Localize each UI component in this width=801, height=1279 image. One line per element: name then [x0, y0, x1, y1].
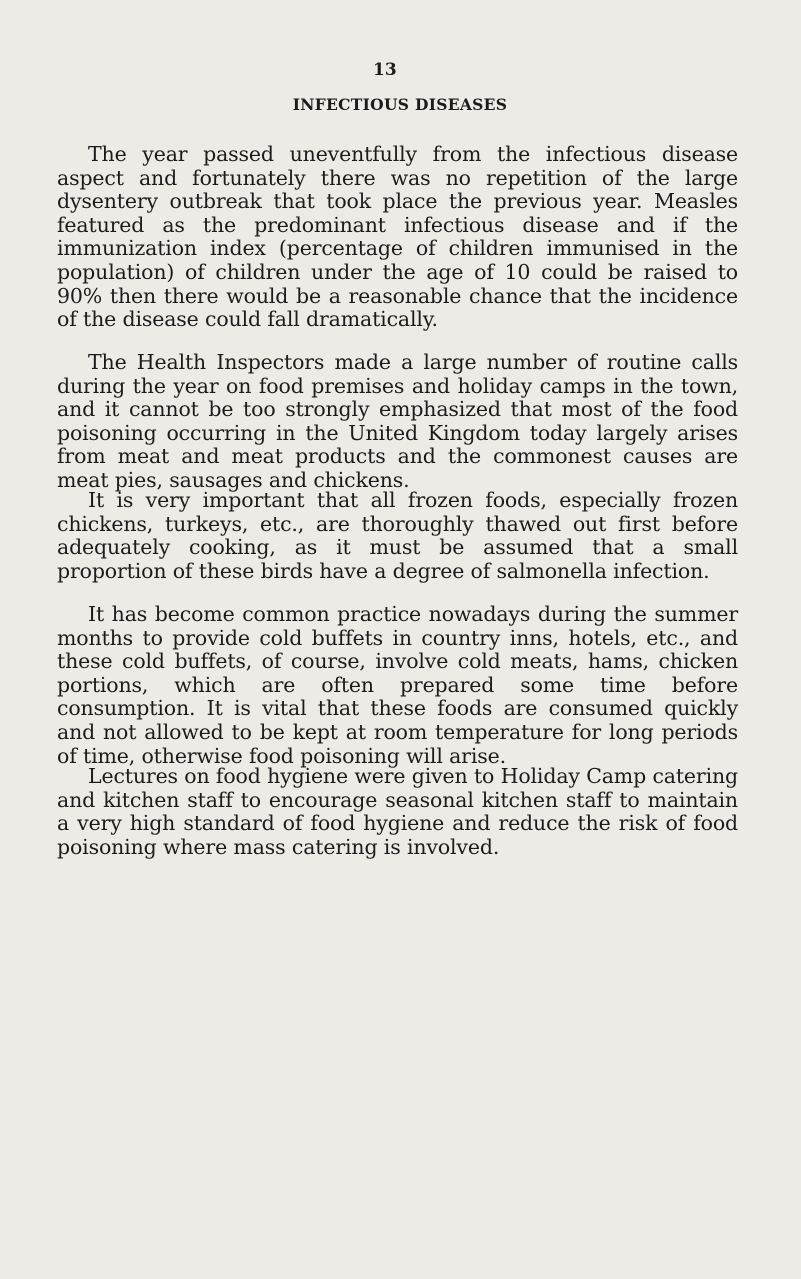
paragraph-frozen-foods: It is very important that all frozen foods, especially frozen chickens, turkeys, etc., are thoroughly thawed out first before adequately cooking, as it must be assumed that a small proportion of these birds have a degree of salmonella infection.: [57, 488, 738, 583]
section-heading: INFECTIOUS DISEASES: [292, 95, 508, 114]
paragraph-infectious-disease-year: The year passed uneventfully from the infectious disease aspect and fortunately there was no repetition of the large dysentery outbreak that took place the previous year. Measles featured as the predominant infectious disease and if the immunization index (percentage of children immunised in the population) of children under the age of 10 could be raised to 90% then there would be a reasonable chance that the incidence of the disease could fall dramatically.: [57, 142, 738, 332]
paragraph-cold-buffets: It has become common practice nowadays during the summer months to provide cold buffets in country inns, hotels, etc., and these cold buffets, of course, involve cold meats, hams, chicken portions, which are often prepared some time before consumption. It is vital that these foods are consumed quickly and not allowed to be kept at room temperature for long periods of time, otherwise food poisoning will arise.: [57, 602, 738, 768]
page-number: 13: [373, 60, 397, 80]
paragraph-health-inspectors: The Health Inspectors made a large number of routine calls during the year on food premises and holiday camps in the town, and it cannot be too strongly emphasized that most of the food poisoning occurring in the United Kingdom today largely arises from meat and meat products and the commonest causes are meat pies, sausages and chickens.: [57, 350, 738, 492]
paragraph-food-hygiene-lectures: Lectures on food hygiene were given to Holiday Camp catering and kitchen staff to encourage seasonal kitchen staff to maintain a very high standard of food hygiene and reduce the risk of food poisoning where mass catering is involved.: [57, 764, 738, 859]
